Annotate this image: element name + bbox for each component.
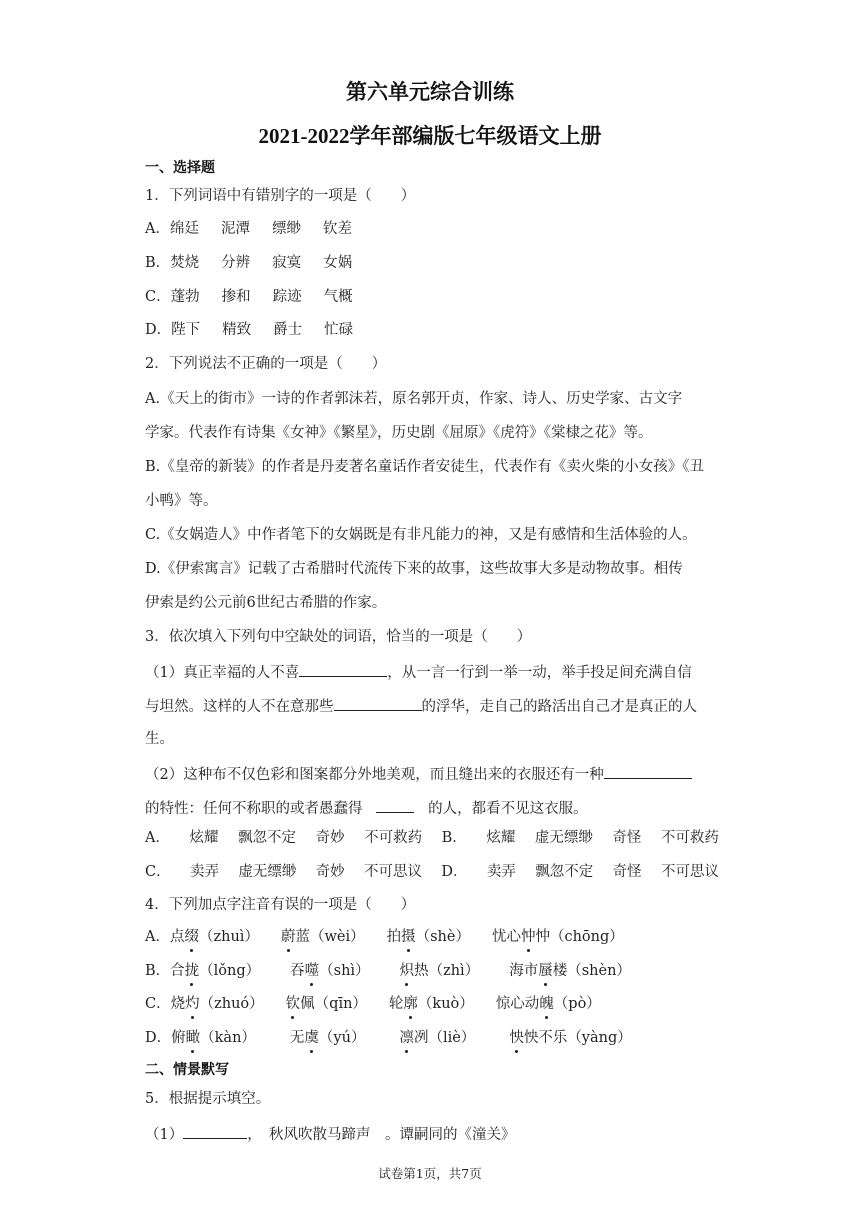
question-3-stem: 3．依次填入下列句中空缺处的词语，恰当的一项是（ ） xyxy=(145,629,532,645)
pinyin-item: 海市蜃楼（shèn） xyxy=(509,963,631,979)
question-2-line: D.《伊索寓言》记载了古希腊时代流传下来的故事，这些故事大多是动物故事。相传 xyxy=(145,561,683,577)
pinyin-item: 怏怏不乐（yàng） xyxy=(509,1030,632,1046)
pinyin-item: 凛冽（liè） xyxy=(399,1030,476,1046)
question-2-line: A.《天上的街市》一诗的作者郭沫若，原名郭开贞，作家、诗人、历史学家、古文字 xyxy=(145,391,683,407)
question-3-sentence-2: （2）这种布不仅色彩和图案都分外地美观，而且缝出来的衣服还有一种 xyxy=(145,763,692,785)
option-words: 焚烧 分辨 寂寞 女娲 xyxy=(170,255,353,271)
question-1-stem: 1．下列词语中有错别字的一项是（ ） xyxy=(145,188,416,204)
option-letter: A． xyxy=(145,221,170,237)
option-items xyxy=(171,1028,632,1048)
pinyin-item: 炽热（zhì） xyxy=(399,963,480,979)
question-2-line: 小鸭》等。 xyxy=(145,493,218,509)
question-3-options-row-2: C． 卖弄 虚无缥缈 奇妙 不可思议 D． 卖弄 飘忽不定 奇怪 不可思议 xyxy=(145,864,719,880)
question-5-stem: 5．根据提示填空。 xyxy=(145,1091,271,1107)
option-items xyxy=(171,994,601,1014)
option-letter: C． xyxy=(145,289,171,305)
question-2-line: C.《女娲造人》中作者笔下的女娲既是有非凡能力的神，又是有感情和生活体验的人。 xyxy=(145,527,697,543)
question-2-line: B.《皇帝的新装》的作者是丹麦著名童话作者安徒生，代表作有《卖火柴的小女孩》《丑 xyxy=(145,459,705,475)
page-subtitle: 2021-2022学年部编版七年级语文上册 xyxy=(258,124,602,148)
pinyin-item: 烧灼（zhuó） xyxy=(170,996,264,1012)
pinyin-item: 惊心动魄（pò） xyxy=(495,996,601,1012)
pinyin-item: 无虞（yú） xyxy=(289,1030,366,1046)
question-1-option-d xyxy=(145,320,353,340)
question-1-option-b xyxy=(145,253,352,273)
question-4-stem: 4．下列加点字注音有误的一项是（ ） xyxy=(145,897,416,913)
pinyin-item: 忧心忡忡（chōng） xyxy=(491,929,624,945)
pinyin-item: 合拢（lǒng） xyxy=(170,963,261,979)
answer-blank[interactable] xyxy=(299,661,387,677)
pinyin-item: 拍摄（shè） xyxy=(386,929,470,945)
page-footer: 试卷第1页，共7页 xyxy=(378,1166,482,1181)
answer-blank[interactable] xyxy=(604,763,692,779)
pinyin-item: 轮廓（kuò） xyxy=(388,996,474,1012)
question-3-sentence-1: （1）真正幸福的人不喜 ，从一言一行到一举一动，举手投足间充满自信 xyxy=(145,661,692,683)
option-words: 蓬勃 掺和 踪迹 气概 xyxy=(170,289,353,305)
option-items xyxy=(170,961,631,981)
question-2-stem: 2．下列说法不正确的一项是（ ） xyxy=(145,356,387,372)
question-4-option-b: B． 合拢（lǒng） 吞噬（shì） 炽热（zhì） 海市蜃楼（shèn） xyxy=(145,963,631,979)
pinyin-item: 俯瞰（kàn） xyxy=(171,1030,256,1046)
option-words: 绵廷 泥潭 缥缈 钦差 xyxy=(169,221,352,237)
pinyin-item: 钦佩（qīn） xyxy=(285,996,367,1012)
pinyin-item: 蔚蓝（wèi） xyxy=(280,929,365,945)
page-title: 第六单元综合训练 xyxy=(346,80,514,104)
answer-blank[interactable] xyxy=(334,695,422,711)
option-letter: B． xyxy=(145,255,171,271)
question-4-option-a: A． 点缀（zhuì） 蔚蓝（wèi） 拍摄（shè） 忧心忡忡（chōng） xyxy=(145,929,624,945)
answer-blank[interactable] xyxy=(376,797,414,813)
question-4-option-d: D． 俯瞰（kàn） 无虞（yú） 凛冽（liè） 怏怏不乐（yàng） xyxy=(145,1030,632,1046)
question-2-line: 伊索是约公元前6世纪古希腊的作家。 xyxy=(145,595,387,611)
question-3-options-row-1: A． 炫耀 飘忽不定 奇妙 不可救药 B． 炫耀 虚无缥缈 奇怪 不可救药 xyxy=(145,830,719,846)
question-5-item-1: （1） ， 秋风吹散马蹄声 。谭嗣同的《潼关》 xyxy=(145,1123,515,1145)
option-words: 陛下 精致 爵士 忙碌 xyxy=(171,322,354,338)
question-1-option-c xyxy=(145,287,353,307)
section-heading-recitation: 二、情景默写 xyxy=(145,1062,229,1078)
option-items xyxy=(170,927,624,947)
pinyin-item: 点缀（zhuì） xyxy=(169,929,259,945)
answer-blank[interactable] xyxy=(183,1123,247,1139)
section-heading-choice: 一、选择题 xyxy=(145,160,215,176)
pinyin-item: 吞噬（shì） xyxy=(290,963,370,979)
question-3-sentence-1-cont: 与坦然。这样的人不在意那些 的浮华，走自己的路活出自己才是真正的人 xyxy=(145,695,697,717)
question-4-option-c: C． 烧灼（zhuó） 钦佩（qīn） 轮廓（kuò） 惊心动魄（pò） xyxy=(145,996,601,1012)
question-3-sentence-1-end: 生。 xyxy=(145,731,174,747)
question-2-line: 学家。代表作有诗集《女神》《繁星》，历史剧《屈原》《虎符》《棠棣之花》等。 xyxy=(145,425,653,441)
question-3-sentence-2-cont: 的特性：任何不称职的或者愚蠢得 的人，都看不见这衣服。 xyxy=(145,797,588,819)
option-letter: D． xyxy=(145,322,172,338)
question-1-option-a xyxy=(145,219,352,239)
